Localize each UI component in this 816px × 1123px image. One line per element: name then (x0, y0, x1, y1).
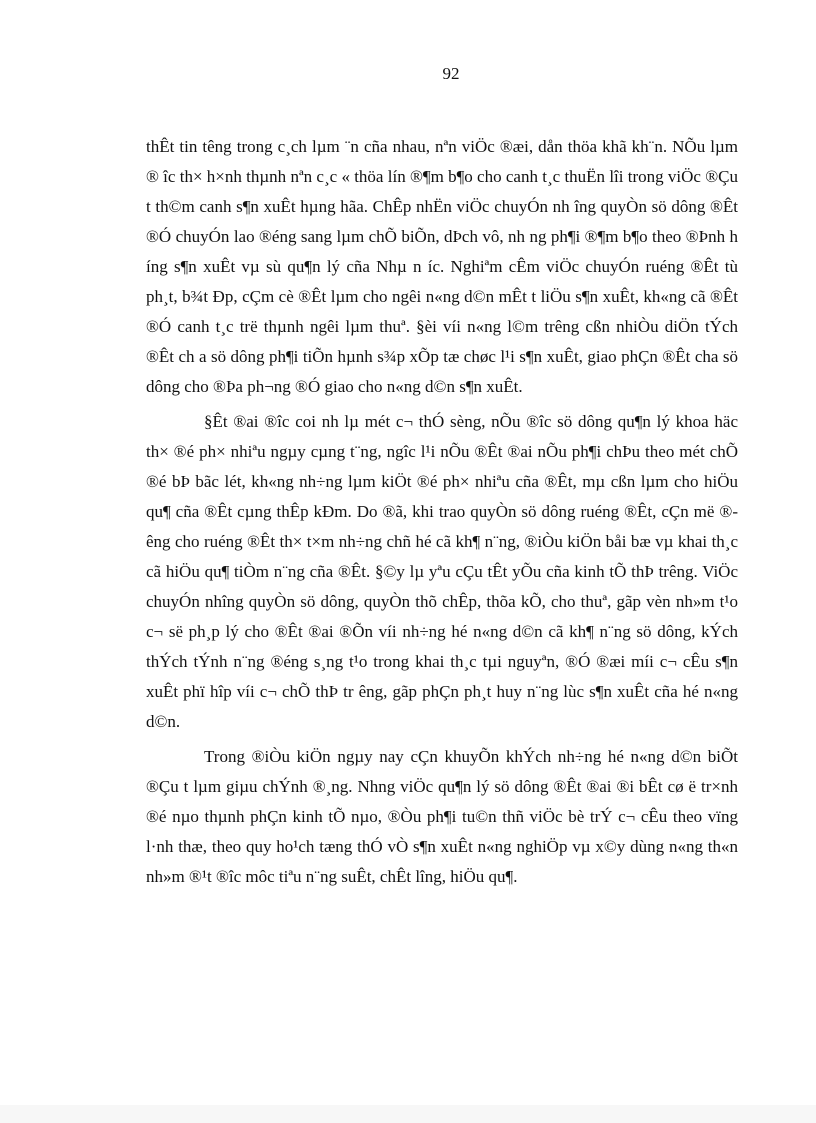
paragraph-1: thÊt tin têng trong c¸ch lµm ¨n cña nhau, nªn viÖc ®æi, dån thöa khã kh¨n. NÕu lµm ® îc th× h×nh thµnh nªn c¸c « thöa lín ®¶m b¶o cho canh t¸c thuËn lîi trong viÖc ®Çu t th©m canh s¶n xuÊt hµng hãa. ChÊp nhËn viÖc chuyÓn nh îng quyÒn sö dông ®Êt ®Ó chuyÓn lao ®éng sang lµm chÕ biÕn, dÞch vô, nh ng ph¶i ®¶m b¶o theo ®Þnh h íng s¶n xuÊt vµ sù qu¶n lý cña Nhµ n íc. Nghiªm cÊm viÖc chuyÓn ruéng ®Êt tù ph¸t, b¾t Ðp, cÇm cè ®Êt lµm cho ngêi n«ng d©n mÊt t liÖu s¶n xuÊt, kh«ng cã ®Êt ®Ó canh t¸c trë thµnh ngêi lµm thuª. §èi víi n«ng l©m trêng cßn nhiÒu diÖn tÝch ®Êt ch a sö dông ph¶i tiÕn hµnh s¾p xÕp tæ chøc l¹i s¶n xuÊt, giao phÇn ®Êt cha sö dông cho ®Þa ph¬ng ®Ó giao cho n«ng d©n s¶n xuÊt. (146, 137, 738, 396)
paragraph-3: Trong ®iÒu kiÖn ngµy nay cÇn khuyÕn khÝch nh÷ng hé n«ng d©n biÕt ®Çu t lµm giµu chÝnh ®¸ng. Nhng viÖc qu¶n lý sö dông ®Êt ®ai ®i bÊt cø ë tr×nh ®é nµo thµnh phÇn kinh tÕ nµo, ®Òu ph¶i tu©n thñ viÖc bè trÝ c¬ cÊu theo vïng l·nh thæ, theo quy ho¹ch tæng thÓ vÒ s¶n xuÊt n«ng nghiÖp vµ x©y dùng n«ng th«n nh»m ®¹t ®îc môc tiªu n¨ng suÊt, chÊt lîng, hiÖu qu¶. (146, 747, 738, 886)
page-bottom-band (0, 1105, 816, 1123)
paragraph-2: §Êt ®ai ®îc coi nh lµ mét c¬ thÓ sèng, nÕu ®îc sö dông qu¶n lý khoa häc th× ®é ph× nhiªu ngµy cµng t¨ng, ngîc l¹i nÕu ®Êt ®ai nÕu ph¶i chÞu theo mét chÕ ®é bÞ bãc lét, kh«ng nh÷ng lµm kiÖt ®é ph× nhiªu cña ®Êt, mµ cßn lµm cho hiÖu qu¶ cña ®Êt cµng thÊp kÐm. Do ®ã, khi trao quyÒn sö dông ruéng ®Êt, cÇn më ®êng cho ruéng ®Êt th× t×m nh÷ng chñ hé cã kh¶ n¨ng, ®iÒu kiÖn båi bæ vµ khai th¸c cã hiÖu qu¶ tiÒm n¨ng cña ®Êt. §©y lµ yªu cÇu tÊt yÕu cña kinh tÕ thÞ trêng. ViÖc chuyÓn nhîng quyÒn sö dông, quyÒn thõ chÊp, thõa kÕ, cho thuª, gãp vèn nh»m t¹o c¬ së ph¸p lý cho ®Êt ®ai ®Õn víi nh÷ng hé n«ng d©n cã kh¶ n¨ng sö dông, kÝch thÝch tÝnh n¨ng ®éng s¸ng t¹o trong khai th¸c tµi nguyªn, ®Ó ®æi míi c¬ cÊu s¶n xuÊt phï hîp víi c¬ chÕ thÞ tr êng, gãp phÇn ph¸t huy n¨ng lùc s¶n xuÊt cña hé n«ng d©n. (146, 412, 738, 731)
body-text (146, 132, 738, 892)
page-number: 92 (442, 64, 460, 83)
